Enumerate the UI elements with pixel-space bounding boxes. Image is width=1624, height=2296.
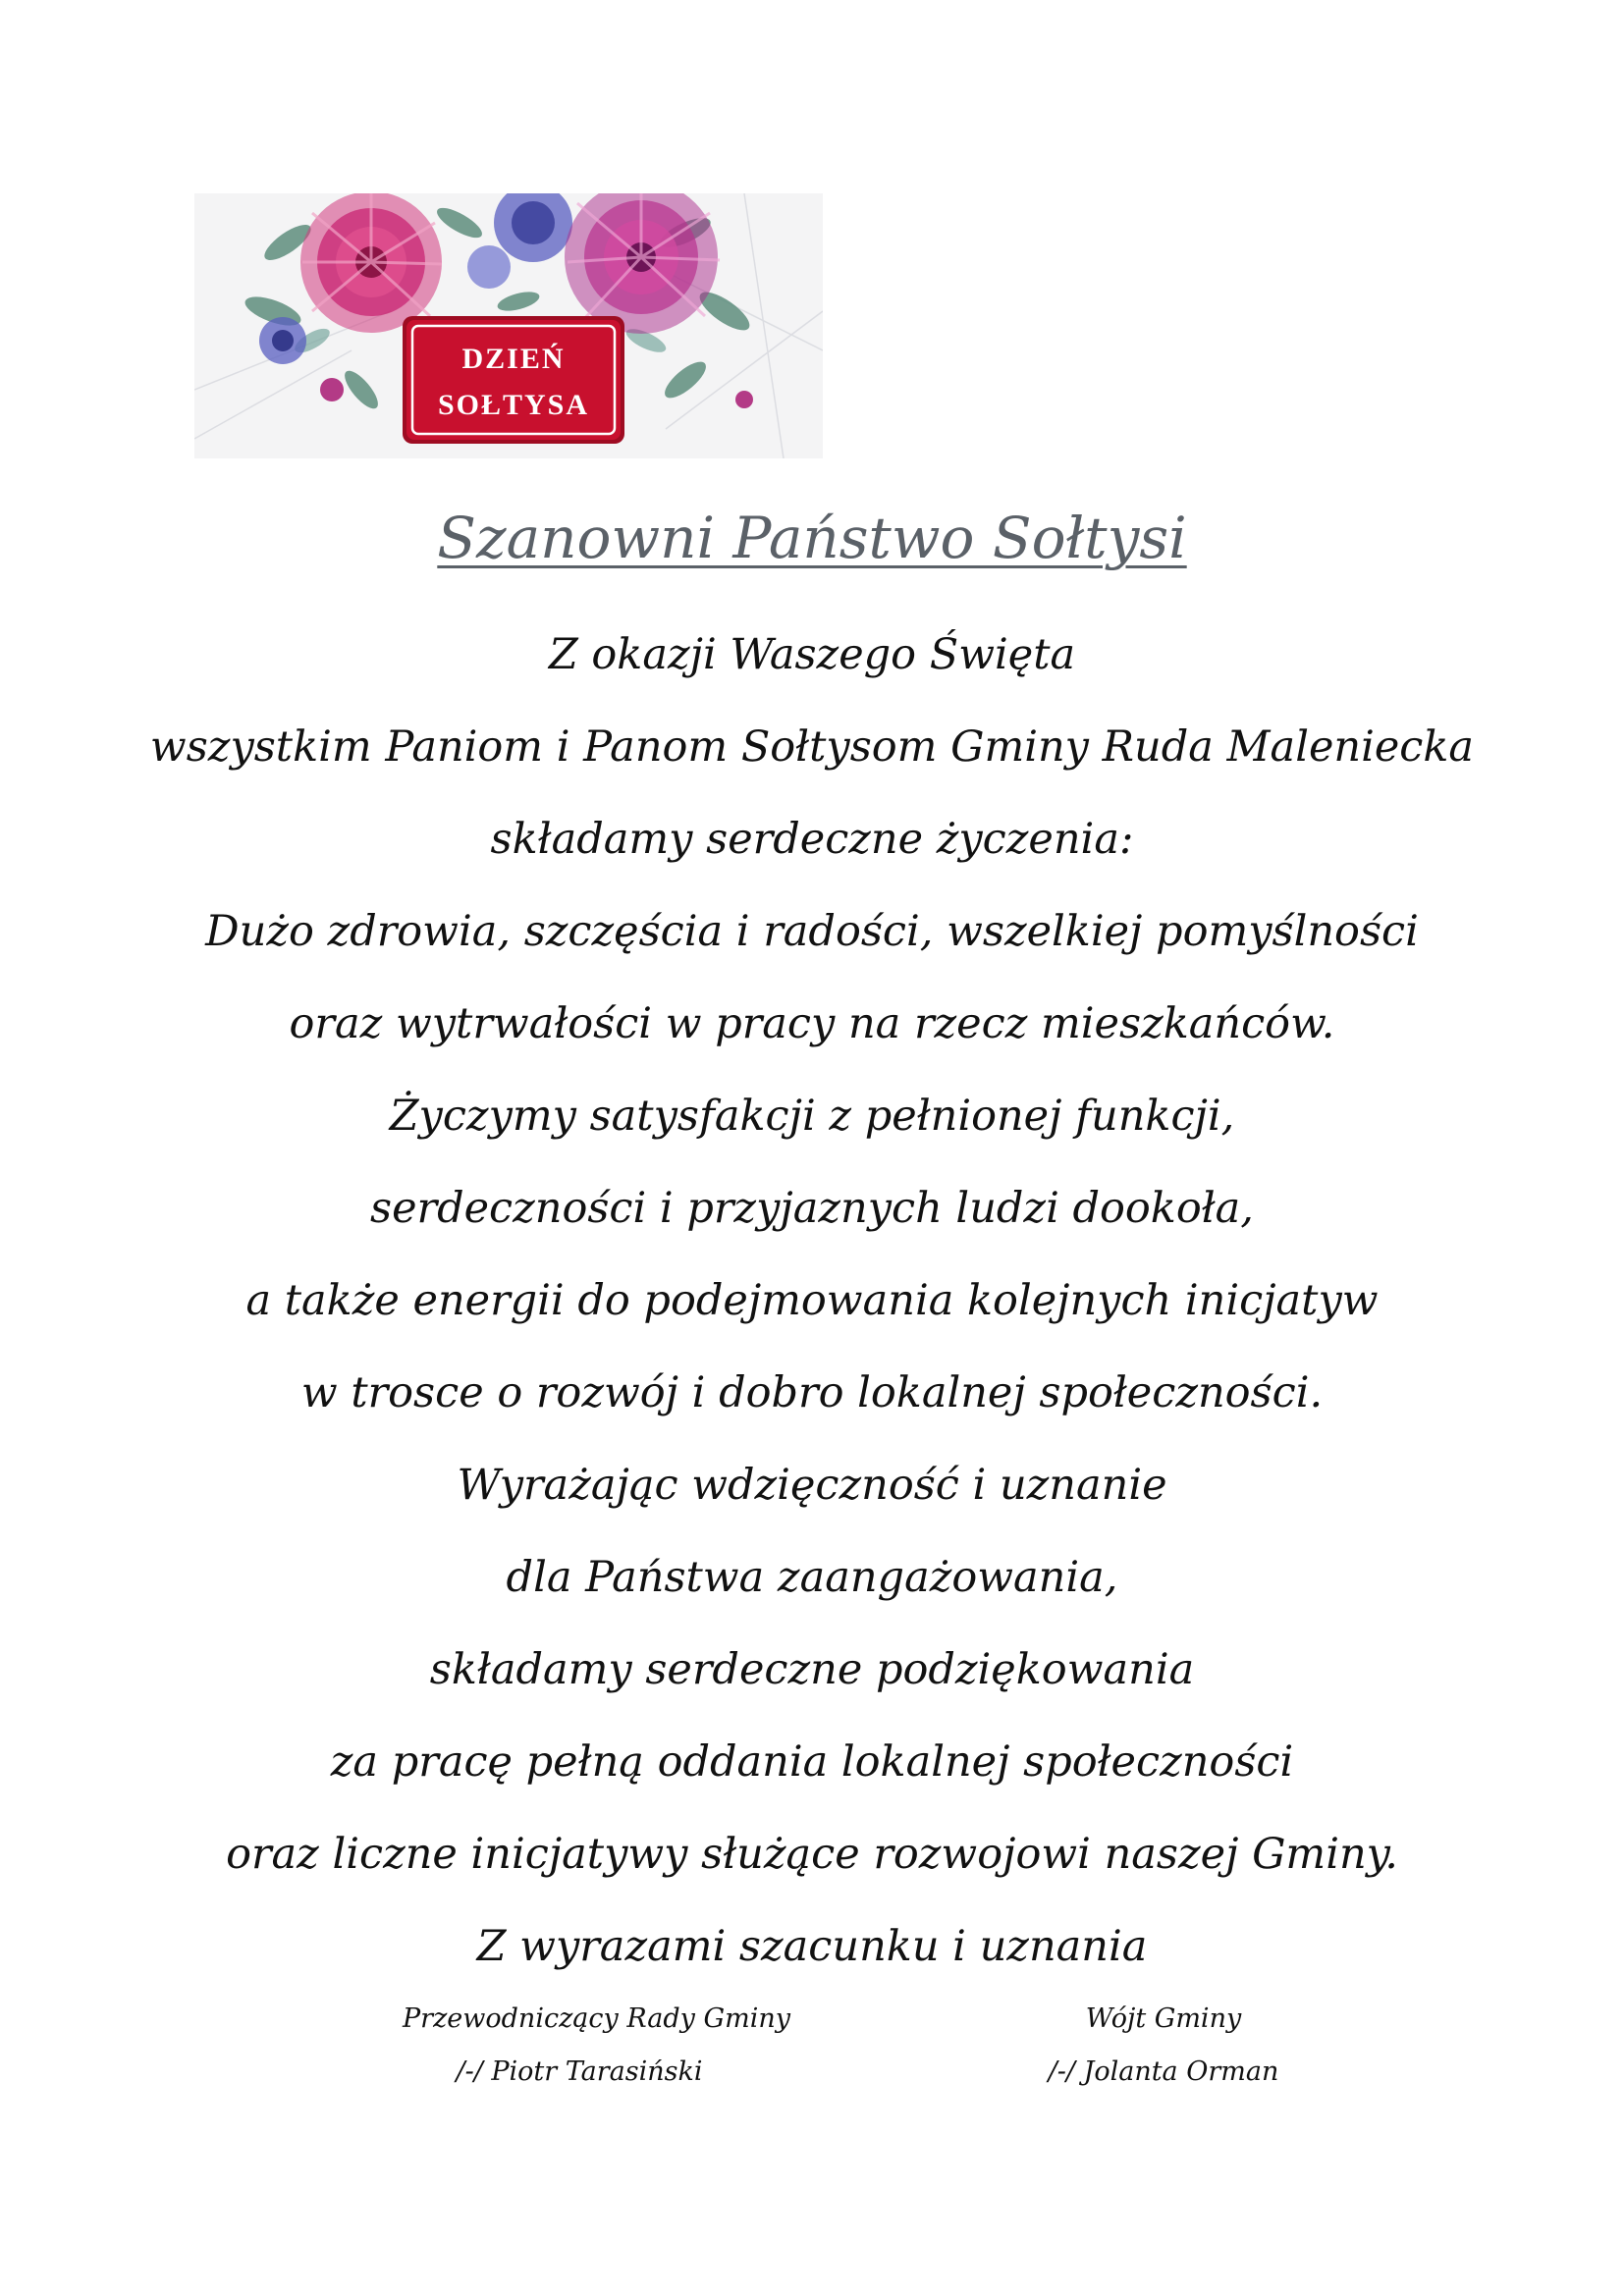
body-line: Wyrażając wdzięczność i uznanie [457,1461,1167,1510]
body-line: Z wyrazami szacunku i uznania [476,1922,1148,1971]
body-line: składamy serdeczne życzenia: [490,815,1134,864]
body-line: składamy serdeczne podziękowania [429,1645,1195,1694]
body-line: oraz liczne inicjatywy służące rozwojowi naszej Gminy. [226,1830,1398,1879]
badge-line1: DZIEŃ [461,343,566,375]
title-text: Szanowni Państwo Sołtysi [437,505,1187,571]
body-line: a także energii do podejmowania kolejnych inicjatyw [245,1276,1379,1325]
body-line: Życzymy satysfakcji z pełnionej funkcji, [389,1092,1235,1141]
body-line: serdeczności i przyjaznych ludzi dookoła, [370,1184,1254,1233]
body-line: Z okazji Waszego Święta [548,630,1076,679]
body-line: Dużo zdrowia, szczęścia i radości, wszelkiej pomyślności [205,907,1419,956]
body-line: w trosce o rozwój i dobro lokalnej społeczności. [300,1368,1324,1417]
page-title [0,499,1624,577]
signature-role: Przewodniczący Rady Gminy [403,2003,790,2034]
signature-mayor [1021,1993,1306,2099]
body-line: za pracę pełną oddania lokalnej społeczności [330,1737,1294,1787]
greeting-body [0,609,1624,1993]
badge-line2: SOŁTYSA [437,389,590,421]
signature-name: /-/ Piotr Tarasiński [456,2056,703,2087]
badge [403,316,624,444]
body-line: wszystkim Paniom i Panom Sołtysom Gminy Ruda Maleniecka [149,722,1475,772]
dzien-soltysa-banner [194,193,823,458]
signature-role: Wójt Gminy [1085,2003,1242,2034]
body-line: oraz wytrwałości w pracy na rzecz mieszkańców. [289,999,1335,1048]
flower-illustration [194,193,823,458]
signature-council-chair [403,1993,790,2099]
signature-name: /-/ Jolanta Orman [1048,2056,1279,2087]
body-line: dla Państwa zaangażowania, [506,1553,1118,1602]
signatures [0,1993,1624,2110]
